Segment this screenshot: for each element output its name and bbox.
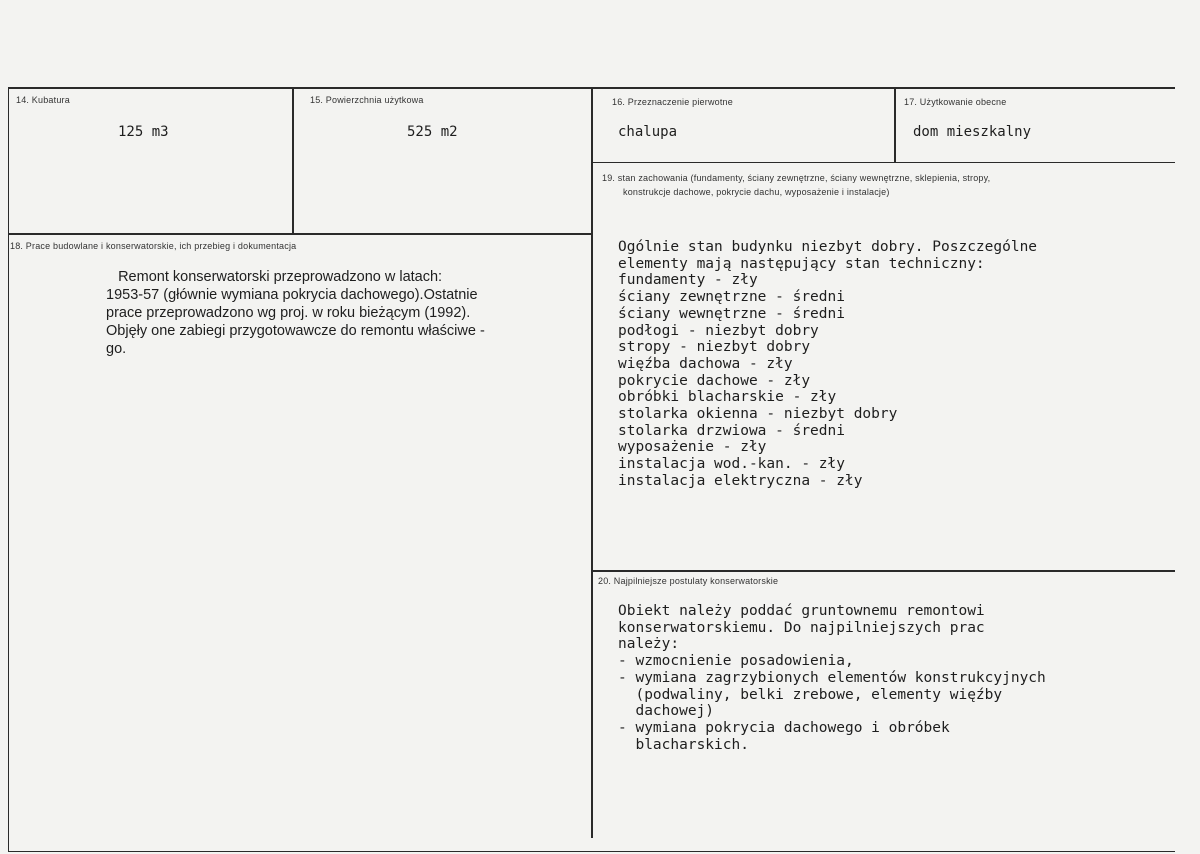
postulaty-line: blacharskich. (618, 736, 749, 753)
rule-v-col1 (8, 88, 9, 852)
postulaty-line: - wymiana zagrzybionych elementów konstrukcyjnych (618, 669, 1046, 686)
rule-v-col2 (292, 88, 294, 234)
stan-line: instalacja elektryczna - zły (618, 472, 863, 489)
stan-line: ściany wewnętrzne - średni (618, 305, 845, 322)
rule-right-row1 (593, 162, 1175, 163)
stan-line: obróbki blacharskie - zły (618, 389, 837, 406)
stan-label-line1: 19. stan zachowania (fundamenty, ściany zewnętrzne, ściany wewnętrzne, sklepienia, stropy, (602, 173, 991, 183)
kubatura-value: 125 m3 (118, 124, 169, 140)
rule-v-col4 (894, 88, 896, 163)
kubatura-label: 14. Kubatura (16, 95, 70, 105)
stan-label-line2: konstrukcje dachowe, pokrycie dachu, wyposażenie i instalacje) (623, 187, 890, 197)
przeznaczenie-value: chalupa (618, 124, 678, 140)
stan-line: stolarka drzwiowa - średni (618, 422, 845, 439)
rule-right-mid (593, 570, 1175, 572)
stan-line: wyposażenie - zły (618, 439, 767, 456)
stan-line: stolarka okienna - niezbyt dobry (618, 406, 898, 423)
postulaty-line: Obiekt należy poddać gruntownemu remontowi (618, 603, 985, 619)
postulaty-line: - wzmocnienie posadowienia, (618, 653, 854, 670)
prace-line: go. (106, 341, 127, 357)
stan-line: ściany zewnętrzne - średni (618, 289, 845, 306)
postulaty-text (618, 603, 1046, 753)
stan-line: fundamenty - zły (618, 272, 758, 289)
uzytkowanie-value: dom mieszkalny (913, 124, 1032, 140)
powierzchnia-label: 15. Powierzchnia użytkowa (310, 95, 424, 105)
prace-line: prace przeprowadzono wg proj. w roku bieżącym (1992). (106, 305, 471, 321)
postulaty-line: (podwaliny, belki zrebowe, elementy więźby (618, 686, 1003, 703)
stan-text (618, 239, 1037, 490)
rule-left-mid (8, 233, 591, 235)
postulaty-line: konserwatorskiemu. Do najpilniejszych prac (618, 619, 985, 636)
stan-line: stropy - niezbyt dobry (618, 339, 811, 356)
stan-line: instalacja wod.-kan. - zły (618, 456, 845, 473)
powierzchnia-value: 525 m2 (407, 124, 458, 140)
postulaty-label: 20. Najpilniejsze postulaty konserwatorskie (598, 576, 779, 586)
uzytkowanie-label: 17. Użytkowanie obecne (904, 97, 1007, 107)
stan-line: więźba dachowa - zły (618, 355, 793, 372)
prace-line: Objęły one zabiegi przygotowawcze do remontu właściwe - (106, 323, 485, 339)
stan-line: Ogólnie stan budynku niezbyt dobry. Poszczególne (618, 239, 1038, 255)
przeznaczenie-label: 16. Przeznaczenie pierwotne (612, 97, 733, 107)
postulaty-line: - wymiana pokrycia dachowego i obróbek (618, 719, 950, 736)
prace-line: Remont konserwatorski przeprowadzono w latach: (106, 269, 443, 285)
prace-text (106, 268, 485, 358)
stan-line: pokrycie dachowe - zły (618, 372, 811, 389)
prace-line: 1953-57 (głównie wymiana pokrycia dachowego).Ostatnie (106, 287, 478, 303)
rule-bottom (8, 851, 1175, 852)
prace-label: 18. Prace budowlane i konserwatorskie, ich przebieg i dokumentacja (10, 241, 297, 251)
stan-line: podłogi - niezbyt dobry (618, 322, 819, 339)
stan-line: elementy mają następujący stan techniczny: (618, 255, 985, 272)
rule-v-center (591, 88, 593, 838)
postulaty-line: należy: (618, 636, 680, 653)
postulaty-line: dachowej) (618, 703, 715, 720)
